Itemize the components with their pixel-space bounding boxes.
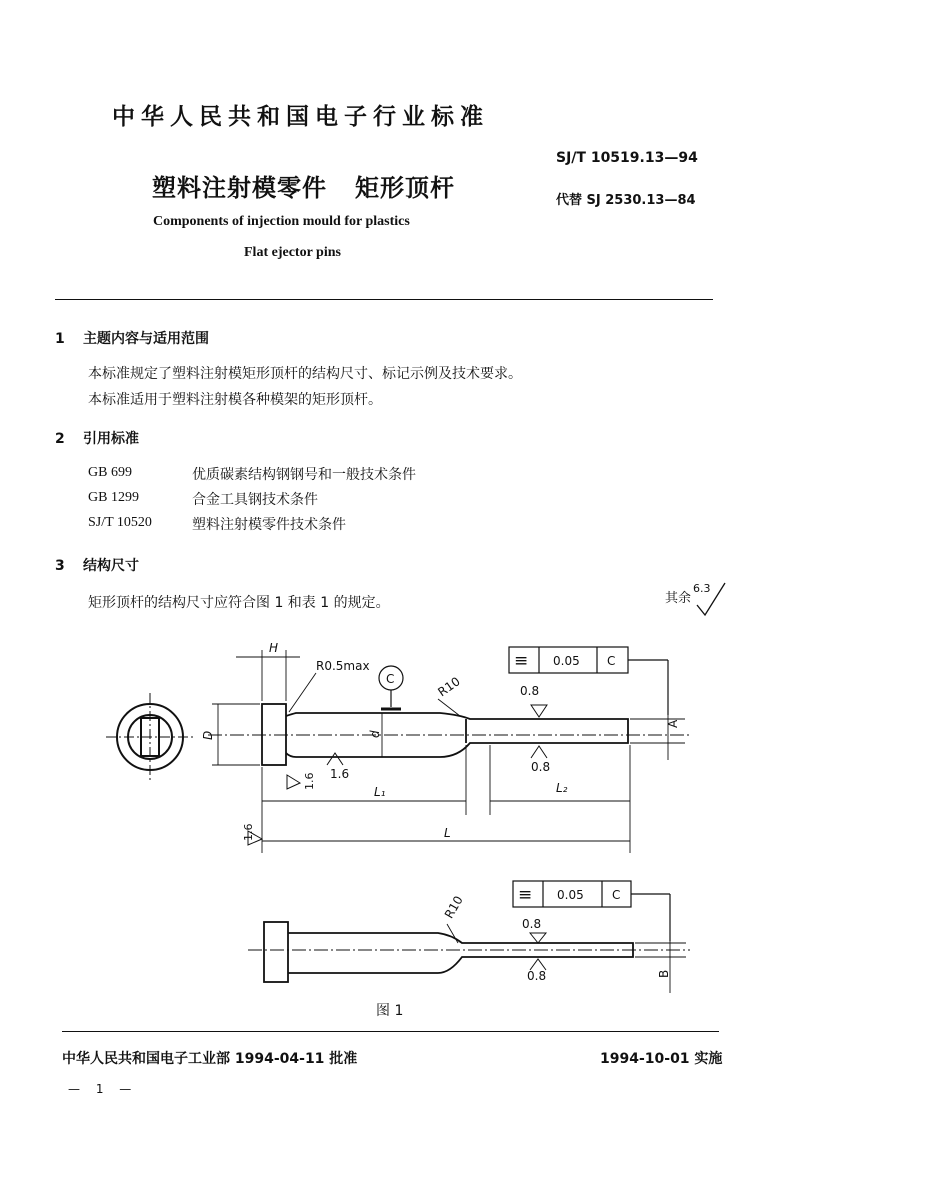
roughness-16-rotated: 1.6	[303, 772, 316, 790]
dim-d-label: d	[368, 730, 382, 738]
dim-H-label: H	[269, 641, 279, 655]
reference-title: 优质碳素结构钢钢号和一般技术条件	[192, 467, 416, 483]
roughness-bottom-2: 0.8	[527, 969, 547, 983]
section-3-heading	[55, 555, 139, 575]
roughness-top-2: 0.8	[522, 917, 542, 931]
implementation-date: 1994-10-01 实施	[600, 1051, 723, 1067]
dim-L1-label: L₁	[374, 785, 386, 799]
header-divider	[55, 299, 713, 300]
tolerance-symbol-2: ≡	[518, 885, 533, 905]
reference-title: 塑料注射模零件技术条件	[192, 517, 346, 533]
title-zh-part2: 矩形顶杆	[355, 174, 455, 202]
tolerance-symbol: ≡	[514, 651, 529, 671]
roughness-bottom-label: 0.8	[531, 760, 551, 774]
section-2-title: 引用标准	[83, 431, 139, 447]
section-1-heading	[55, 328, 209, 348]
reference-title: 合金工具钢技术条件	[192, 492, 318, 508]
section-1-title: 主题内容与适用范围	[83, 331, 209, 347]
dim-D-label: D	[201, 730, 215, 740]
tolerance-value-2: 0.05	[557, 888, 584, 902]
surface-rest-label: 其余	[665, 591, 692, 606]
section-2-number: 2	[55, 431, 65, 447]
title-en-line1: Components of injection mould for plastics	[153, 214, 410, 229]
reference-code: GB 1299	[88, 490, 139, 505]
dim-L-label: L	[444, 826, 451, 840]
datum-c-label: C	[386, 672, 395, 686]
ejector-pin-bottom	[264, 922, 633, 982]
reference-code: GB 699	[88, 465, 132, 480]
section-2-heading	[55, 428, 139, 448]
approval-line: 中华人民共和国电子工业部 1994-04-11 批准	[62, 1051, 358, 1067]
section-3-title: 结构尺寸	[83, 558, 139, 574]
title-zh	[152, 168, 455, 203]
org-title: 中华人民共和国电子行业标准	[112, 104, 489, 130]
dim-A-label: A	[666, 719, 680, 728]
roughness-16-label: 1.6	[330, 767, 350, 781]
figure-1-drawing	[0, 575, 950, 1025]
tolerance-value: 0.05	[553, 654, 580, 668]
title-zh-part1: 塑料注射模零件	[152, 174, 327, 202]
page-number: — 1 —	[68, 1082, 138, 1096]
end-view	[106, 693, 196, 782]
surface-rest-value: 6.3	[693, 582, 711, 595]
section-1-number: 1	[55, 331, 65, 347]
figure-caption: 图 1	[376, 1003, 404, 1019]
section-3-para-1: 矩形顶杆的结构尺寸应符合图 1 和表 1 的规定。	[88, 595, 390, 611]
radius-r10-label: R10	[435, 674, 463, 700]
tolerance-datum: C	[607, 654, 616, 668]
roughness-16-L: 1.6	[242, 823, 255, 841]
radius-r10-bottom: R10	[441, 893, 466, 921]
footer-divider	[62, 1031, 719, 1032]
title-en-line2: Flat ejector pins	[244, 245, 341, 260]
dim-B-label: B	[657, 969, 671, 978]
tolerance-frame-2	[513, 881, 670, 941]
section-3-number: 3	[55, 558, 65, 574]
section-1-para-1: 本标准规定了塑料注射模矩形顶杆的结构尺寸、标记示例及技术要求。	[88, 366, 522, 382]
standard-number: SJ/T 10519.13—94	[556, 150, 698, 166]
dim-L2-label: L₂	[556, 781, 568, 795]
section-1-para-2: 本标准适用于塑料注射模各种模架的矩形顶杆。	[88, 392, 382, 408]
reference-code: SJ/T 10520	[88, 515, 152, 530]
roughness-top-label: 0.8	[520, 684, 540, 698]
tolerance-datum-2: C	[612, 888, 621, 902]
radius-small-label: R0.5max	[316, 659, 370, 673]
replaces-standard: 代替 SJ 2530.13—84	[556, 193, 696, 208]
